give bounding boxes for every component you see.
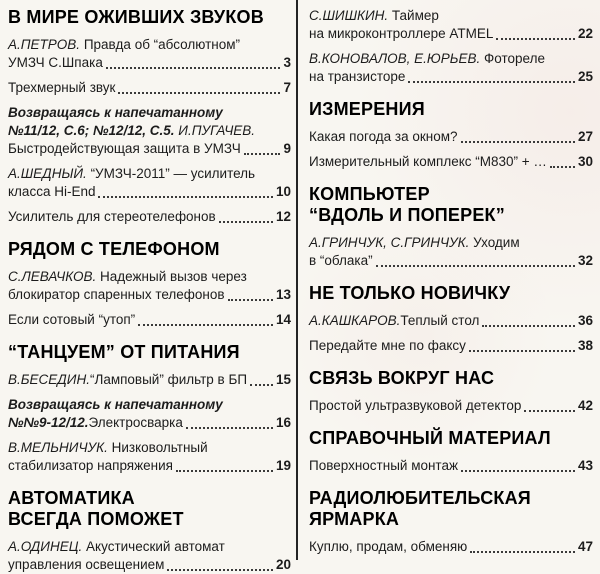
page-number: 16 (275, 415, 291, 430)
toc-entry (309, 397, 593, 415)
page-number: 13 (275, 287, 291, 302)
entry-line (8, 165, 291, 183)
section-title (8, 342, 291, 363)
toc-section (309, 488, 593, 556)
entry-text-segment: класса Hi-End (8, 184, 96, 199)
entry-text-segment: А.ОДИНЕЦ. (8, 539, 83, 554)
section-title (309, 283, 593, 304)
toc-entry (8, 311, 291, 329)
entry-line (8, 122, 291, 140)
entry-line (8, 208, 291, 226)
entry-text-segment: в “облака” (309, 253, 373, 268)
dot-leader (167, 569, 273, 571)
entry-text-segment: управления освещением (8, 557, 165, 572)
section-title-line: СПРАВОЧНЫЙ МАТЕРИАЛ (309, 428, 551, 448)
entry-text-segment: В.КОНОВАЛОВ, Е.ЮРЬЕВ. (309, 51, 481, 66)
entry-text-segment: И.ПУГАЧЕВ. (174, 123, 256, 138)
dot-leader (470, 551, 575, 553)
toc-entry (309, 128, 593, 146)
entry-line (8, 414, 291, 432)
toc-section (8, 7, 291, 226)
entry-line (309, 457, 593, 475)
page-number: 14 (275, 312, 291, 327)
entry-text-segment: Поверхностный монтаж (309, 458, 459, 473)
page-number: 3 (283, 55, 291, 70)
entry-text-segment: Простой ультразвуковой детектор (309, 398, 522, 413)
entry-line (8, 54, 291, 72)
section-title-line: НЕ ТОЛЬКО НОВИЧКУ (309, 283, 511, 303)
entry-line (8, 371, 291, 389)
dot-leader (408, 81, 575, 83)
dot-leader (244, 153, 281, 155)
section-title-line: “ТАНЦУЕМ” ОТ ПИТАНИЯ (8, 342, 240, 362)
page-number: 42 (577, 398, 593, 413)
entry-line (8, 439, 291, 457)
entry-line (8, 268, 291, 286)
section-title-line: В МИРЕ ОЖИВШИХ ЗВУКОВ (8, 7, 264, 27)
entry-line (8, 183, 291, 201)
entry-text-segment: Какая погода за окном? (309, 129, 458, 144)
entry-text-segment: Электросварка (88, 415, 183, 430)
dot-leader (376, 265, 575, 267)
toc-column-left (0, 0, 296, 572)
section-title (309, 428, 593, 449)
entry-line (309, 153, 593, 171)
toc-entry (309, 457, 593, 475)
section-title (8, 488, 291, 530)
page-number: 12 (275, 209, 291, 224)
dot-leader (482, 325, 575, 327)
dot-leader (461, 141, 575, 143)
entry-text-segment: Теплый стол (400, 313, 480, 328)
toc-entry (8, 268, 291, 304)
entry-line (309, 25, 593, 43)
toc-section (8, 488, 291, 574)
entry-text-segment: Надежный вызов через (96, 269, 247, 284)
entry-text-segment: С.ЛЕВАЧКОВ. (8, 269, 97, 284)
entry-text-segment: А.КАШКАРОВ. (309, 313, 401, 328)
dot-leader (98, 196, 273, 198)
toc-entry (309, 50, 593, 86)
entry-line (309, 312, 593, 330)
toc-section (8, 239, 291, 329)
entry-text-segment: “УМЗЧ-2011” — усилитель (86, 166, 256, 181)
section-title (309, 184, 593, 226)
section-title-line: “ВДОЛЬ И ПОПЕРЕК” (309, 205, 505, 225)
entry-text-segment: Таймер (388, 8, 439, 23)
entry-text-segment: УМЗЧ С.Шпака (8, 55, 103, 70)
entry-text-segment: Усилитель для стереотелефонов (8, 209, 216, 224)
section-title-line: РЯДОМ С ТЕЛЕФОНОМ (8, 239, 220, 259)
entry-line (8, 538, 291, 556)
entry-line (309, 68, 593, 86)
entry-text-segment: Передайте мне по факсу (309, 338, 466, 353)
dot-leader (524, 410, 575, 412)
entry-line (8, 457, 291, 475)
dot-leader (186, 427, 273, 429)
toc-entry (8, 439, 291, 475)
entry-line (8, 311, 291, 329)
page-number: 47 (577, 539, 593, 554)
entry-text-segment: на микроконтроллере ATMEL (309, 26, 494, 41)
page-number: 19 (275, 458, 291, 473)
entry-line (309, 128, 593, 146)
entry-line (309, 234, 593, 252)
entry-text-segment: Куплю, продам, обменяю (309, 539, 468, 554)
section-title-line: ВСЕГДА ПОМОЖЕТ (8, 509, 184, 529)
entry-line (309, 252, 593, 270)
entry-line (309, 337, 593, 355)
section-title (8, 7, 291, 28)
toc-section (309, 7, 593, 86)
dot-leader (496, 38, 575, 40)
entry-text-segment: А.ШЕДНЫЙ. (8, 166, 87, 181)
entry-text-segment: А.ГРИНЧУК, С.ГРИНЧУК. (309, 235, 470, 250)
page-number: 10 (275, 184, 291, 199)
toc-entry (8, 208, 291, 226)
dot-leader (469, 350, 575, 352)
dot-leader (250, 384, 273, 386)
entry-text-segment: Акустический автомат (82, 539, 225, 554)
entry-text-segment: Фотореле (480, 51, 545, 66)
entry-text-segment: блокиратор спаренных телефонов (8, 287, 225, 302)
section-title (8, 239, 291, 260)
entry-text-segment: Трехмерный звук (8, 80, 116, 95)
toc-entry (309, 7, 593, 43)
section-title-line: ИЗМЕРЕНИЯ (309, 99, 425, 119)
page-number: 32 (577, 253, 593, 268)
dot-leader (106, 67, 281, 69)
dot-leader (118, 92, 280, 94)
entry-line (8, 36, 291, 54)
entry-text-segment: В.МЕЛЬНИЧУК. (8, 440, 108, 455)
entry-text-segment: Если сотовый “утоп” (8, 312, 136, 327)
toc-entry (309, 312, 593, 330)
page-number: 27 (577, 129, 593, 144)
toc-entry (8, 79, 291, 97)
dot-leader (228, 299, 273, 301)
entry-text-segment: Измерительный комплекс “М830” + … (309, 154, 547, 169)
toc-section (309, 428, 593, 475)
entry-text-segment: А.ПЕТРОВ. (8, 37, 81, 52)
entry-text-segment: №11/12, С.6; №12/12, С.5. (8, 123, 175, 138)
dot-leader (176, 470, 273, 472)
section-title-line: СВЯЗЬ ВОКРУГ НАС (309, 368, 495, 388)
page-number: 38 (577, 338, 593, 353)
page-number: 36 (577, 313, 593, 328)
page-number: 22 (577, 26, 593, 41)
entry-text-segment: Правда об “абсолютном” (80, 37, 241, 52)
entry-line (8, 286, 291, 304)
entry-line (8, 396, 291, 414)
entry-text-segment: Возвращаясь к напечатанному (8, 105, 223, 120)
entry-line (309, 538, 593, 556)
dot-leader (550, 166, 575, 168)
entry-text-segment: Уходим (469, 235, 520, 250)
page-number: 7 (283, 80, 291, 95)
entry-text-segment: Быстродействующая защита в УМЗЧ (8, 141, 241, 156)
toc-section (8, 342, 291, 475)
page-number: 25 (577, 69, 593, 84)
entry-line (309, 50, 593, 68)
section-title-line: КОМПЬЮТЕР (309, 184, 430, 204)
section-title (309, 99, 593, 120)
toc-entry (309, 234, 593, 270)
dot-leader (138, 324, 273, 326)
entry-text-segment: на транзисторе (309, 69, 406, 84)
toc-entry (309, 538, 593, 556)
page-number: 9 (283, 141, 291, 156)
toc-section (309, 368, 593, 415)
toc-entry (8, 165, 291, 201)
entry-line (309, 397, 593, 415)
entry-line (8, 556, 291, 574)
entry-line (8, 104, 291, 122)
section-title (309, 368, 593, 389)
page-number: 20 (275, 557, 291, 572)
toc-entry (8, 396, 291, 432)
toc-entry (8, 36, 291, 72)
toc-entry (8, 104, 291, 158)
entry-text-segment: стабилизатор напряжения (8, 458, 173, 473)
entry-text-segment: Низковольтный (107, 440, 208, 455)
toc-section (309, 184, 593, 270)
section-title (309, 488, 593, 530)
section-title-line: ЯРМАРКА (309, 509, 400, 529)
toc-column-right (298, 0, 600, 560)
section-title-line: РАДИОЛЮБИТЕЛЬСКАЯ (309, 488, 531, 508)
entry-text-segment: “Ламповый” фильтр в БП (89, 372, 248, 387)
entry-line (8, 140, 291, 158)
entry-text-segment: В.БЕСЕДИН. (8, 372, 90, 387)
entry-text-segment: С.ШИШКИН. (309, 8, 389, 23)
page-number: 15 (275, 372, 291, 387)
section-title-line: АВТОМАТИКА (8, 488, 135, 508)
toc-entry (309, 337, 593, 355)
entry-line (8, 79, 291, 97)
page-number: 30 (577, 154, 593, 169)
dot-leader (219, 221, 273, 223)
entry-text-segment: Возвращаясь к напечатанному (8, 397, 223, 412)
toc-section (309, 283, 593, 355)
entry-line (309, 7, 593, 25)
entry-text-segment: №№9-12/12. (8, 415, 89, 430)
page-number: 43 (577, 458, 593, 473)
toc-section (309, 99, 593, 171)
toc-entry (8, 371, 291, 389)
dot-leader (461, 470, 575, 472)
toc-entry (309, 153, 593, 171)
toc-entry (8, 538, 291, 574)
